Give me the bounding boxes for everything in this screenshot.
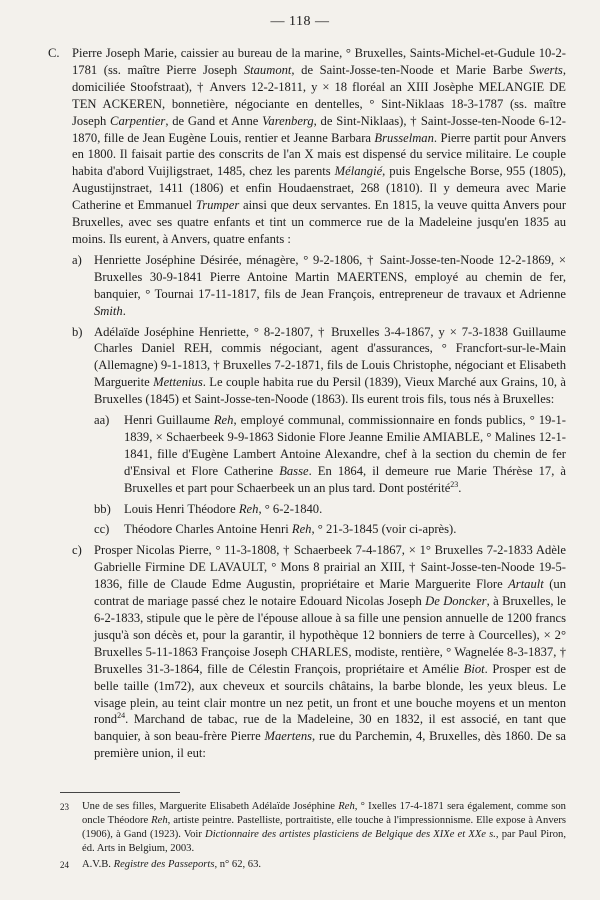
footnote-23 bbox=[60, 800, 566, 856]
text-run: Prosper Nicolas Pierre, ° 11-3-1808, † Schaerbeek 7-4-1867, × 1° Bruxelles 7-2-1833 Adèle Gabrielle Firmine DE LAVAULT, ° Mons 8 prairial an XIII, † Saint-Josse-ten-Noode 19-5-1836, fille de Claude Edme Augustin, propriétaire et Marie Marguerite Flore bbox=[94, 543, 566, 592]
italic-name: Biot bbox=[463, 661, 485, 676]
text-run: . Le couple habita rue du Persil (1839), Vieux Marché aux Grains, 10, à Bruxelles (1845) et Saint-Josse-ten-Noode (1863). Ils eurent trois fils, tous nés à Bruxelles: bbox=[94, 375, 566, 407]
text-run: Une de ses filles, Marguerite Elisabeth Adélaïde Joséphine bbox=[82, 801, 339, 812]
text-run: Théodore Charles Antoine Henri bbox=[124, 522, 292, 537]
list-marker: bb) bbox=[94, 501, 111, 516]
grandchild-bb bbox=[72, 501, 566, 518]
footnote-24 bbox=[60, 858, 566, 872]
text-run: , par Paul Piron, éd. Arts in Belgium, 2003. bbox=[82, 829, 566, 854]
text-run: Henriette Joséphine Désirée, ménagère, ° 9-2-1806, † Saint-Josse-ten-Noode 12-2-1869, × Bruxelles 30-9-1841 Pierre Antoine Martin MAERTENS, employé au chemin de fer, banquier, ° Tournai 17-11-1817, fils de Jean François, entrepreneur de travaux et Adrienne bbox=[94, 252, 566, 301]
text-run: , à Bruxelles, le 6-2-1833, stipule que le père de l'épouse alloue à sa fille une pension annuelle de 1200 francs jusqu'à son décès et, pour la garantir, il hypothèque 12 bonniers de terre à Courcelles), × 2° Bruxelles 5-11-1863 Françoise Joseph CHARLES, modiste, rentière, ° Wagnelée 8-3-1837, † Bruxelles 31-3-1864, fille de Célestin François, propriétaire et Amélie bbox=[94, 594, 566, 676]
list-marker: cc) bbox=[94, 522, 110, 537]
text-run: , ° 21-3-1845 (voir ci-après). bbox=[311, 522, 457, 537]
footnote-ref: 23 bbox=[450, 479, 459, 489]
footnote-divider bbox=[60, 792, 180, 793]
list-marker: b) bbox=[72, 324, 83, 339]
list-marker: aa) bbox=[94, 413, 110, 428]
italic-name: Reh bbox=[238, 501, 259, 516]
body-text bbox=[48, 45, 567, 766]
italic-name: Basse bbox=[279, 463, 309, 478]
italic-name: Mettenius bbox=[153, 375, 203, 390]
text-run: . Pierre partit pour Anvers en 1800. Il faisait partie des conscrits de l'an X mais est dispensé du service militaire. Le couple habita d'abord Vuijligstraet, 1485, chez les parents bbox=[72, 130, 567, 179]
text-run: Henri Guillaume bbox=[124, 413, 214, 428]
footnote-number: 24 bbox=[60, 860, 69, 870]
italic-name: Smith bbox=[94, 303, 123, 318]
list-marker: c) bbox=[72, 543, 82, 558]
italic-name: Brusselman bbox=[374, 130, 434, 145]
text-run: . bbox=[122, 303, 126, 318]
italic-name: Staumont bbox=[243, 62, 292, 77]
text-run: A.V.B. bbox=[82, 859, 114, 870]
italic-name: Varenberg bbox=[262, 113, 314, 128]
grandchild-cc bbox=[72, 521, 566, 538]
text-run: . Prosper est de belle taille (1m72), aux cheveux et sourcils châtains, la barbe blonde, les yeux bleus. Le visage plein, au teint clair montre un nez petit, un front et une bouche moyens et un menton rond bbox=[94, 661, 566, 727]
child-b bbox=[72, 324, 566, 409]
italic-name: Reh bbox=[338, 801, 355, 812]
text-run: Adélaïde Joséphine Henriette, ° 8-2-1807, † Bruxelles 3-4-1867, y × 7-3-1838 Guillaume Charles Daniel REH, commis négociant, agent d'assurances, ° Francfort-sur-le-Main (Allemagne) 9-1-1813, † Bruxelles 7-2-1871, fils de Louis Christophe, négociant et Elisabeth Marguerite bbox=[94, 324, 566, 390]
text-run: . bbox=[458, 480, 462, 495]
child-a bbox=[72, 252, 566, 320]
italic-name: Mélangié bbox=[334, 164, 383, 179]
list-marker: a) bbox=[72, 252, 82, 267]
text-run: (un contrat de mariage passé chez le notaire Edouard Nicolas Joseph bbox=[94, 577, 566, 609]
grandchild-aa bbox=[72, 412, 566, 497]
text-run: , de Sint-Niklaas), † Saint-Josse-ten-Noode 6-12-1870, fille de Jean Eugène Louis, rentier et Jeanne Barbara bbox=[72, 113, 566, 145]
italic-name: De Doncker bbox=[425, 594, 487, 609]
text-run: , ° Ixelles 17-4-1871 sera également, comme son oncle Théodore bbox=[82, 801, 566, 826]
text-run: , n° 62, 63. bbox=[214, 859, 262, 870]
italic-title: Dictionnaire des artistes plasticiens de Belgique des XIXe et XXe s. bbox=[205, 829, 496, 840]
entry-marker: C. bbox=[48, 46, 60, 60]
text-run: , rue du Parchemin, 4, Bruxelles, dès 1860. De sa première union, il eut: bbox=[94, 729, 566, 761]
text-run: , de Gand et Anne bbox=[165, 113, 263, 128]
text-run: . Marchand de tabac, rue de la Madeleine, 30 en 1832, il est associé, en tant que banquier, à son beau-frère Pierre bbox=[94, 712, 566, 744]
footnotes bbox=[60, 800, 566, 874]
footnote-ref: 24 bbox=[117, 711, 126, 721]
text-run: , artiste peintre. Pastelliste, portraitiste, elle touche à l'impressionnisme. Elle expose à Anvers (1906), à Gand (1923). Voir bbox=[82, 815, 566, 840]
text-run: , employé communal, commissionnaire en fonds publics, ° 19-1-1839, × Schaerbeek 9-9-1863 Sidonie Flore Jeanne Emilie AMIABLE, ° Malines 12-1-1841, fille d'Eugène Lambert Antoine Alexandre, chef à la section du chemin de fer d'Ensival et Flore Catherine bbox=[124, 413, 567, 478]
text-run: , puis Engelsche Borse, 955 (1805), Augustijnstraet, 1411 (1806) et enfin Houdaenstraet, 268 (1810). Il y demeura avec Marie Catherine et Emmanuel bbox=[72, 164, 567, 213]
italic-name: Swerts bbox=[529, 62, 563, 77]
text-run: , domiciliée Stoofstraat), † Anvers 12-2-1811, y × 18 floréal an XIII Josèphe MELANGIE DE TEN ACKEREN, bonnetière, négociante en dentelles, ° Sint-Niklaas 18-3-1787 (ss. maître Joseph bbox=[72, 62, 566, 128]
text-run: ainsi que deux servantes. En 1815, la veuve quitta Anvers pour Bruxelles, avec ses quatre enfants et tint un commerce rue de la Madeleine jusqu'en 1835 au moins. Ils eurent, à Anvers, quatre enfants : bbox=[72, 198, 567, 246]
italic-name: Carpentier bbox=[110, 113, 166, 128]
italic-title: Registre des Passeports bbox=[113, 859, 215, 870]
entry-c bbox=[48, 45, 567, 762]
footnote-number: 23 bbox=[60, 802, 69, 812]
text-run: . En 1864, il demeure rue Marie Thérèse 17, à Bruxelles et part pour Schaerbeek un an plus tard. Dont postérité bbox=[124, 463, 566, 495]
text-run: Louis Henri Théodore bbox=[124, 501, 239, 516]
italic-name: Reh bbox=[291, 522, 312, 537]
text-run: , ° 6-2-1840. bbox=[258, 501, 323, 516]
text-run: Pierre Joseph Marie, caissier au bureau de la marine, ° Bruxelles, Saints-Michel-et-Gudule 10-2-1781 (ss. maître Pierre Joseph bbox=[72, 46, 566, 77]
italic-name: Artault bbox=[508, 577, 544, 592]
italic-name: Reh bbox=[151, 815, 168, 826]
italic-name: Reh bbox=[213, 413, 234, 428]
page-number: — 118 — bbox=[270, 14, 330, 29]
italic-name: Maertens bbox=[264, 729, 313, 744]
italic-name: Trumper bbox=[195, 198, 240, 213]
text-run: , de Saint-Josse-ten-Noode et Marie Barbe bbox=[291, 62, 530, 77]
child-c bbox=[72, 542, 566, 762]
